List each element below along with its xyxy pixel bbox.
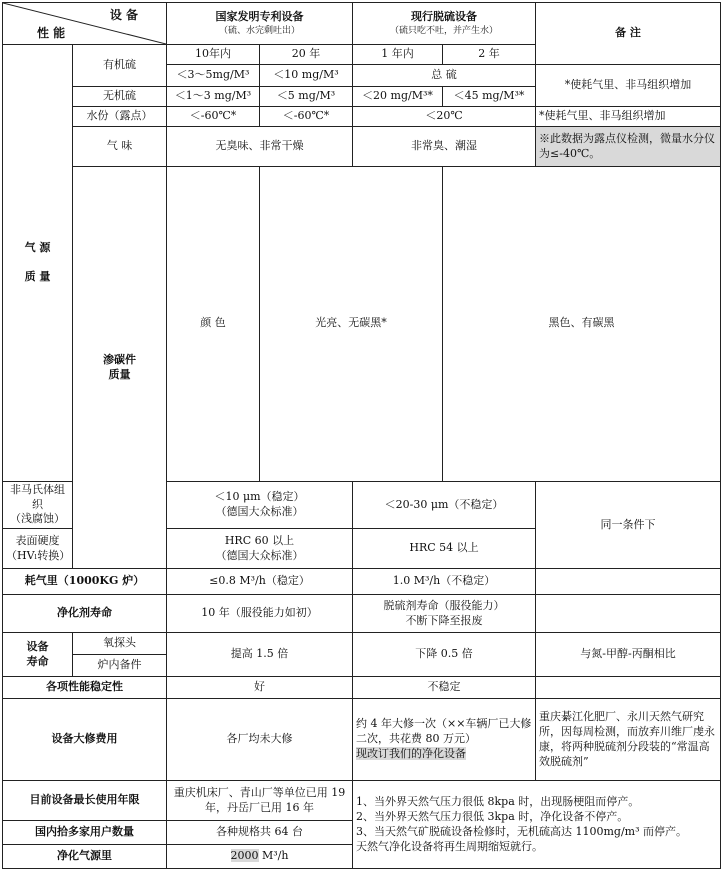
- pressure-note-3: 3、当天然气矿脱硫设备检修时，无机硫高达 1100mg/m³ 而停产。: [356, 824, 688, 838]
- users-count-label: 国内拾多家用户数量: [3, 821, 167, 845]
- overhaul-current-highlight: 现改订我们的净化设备: [356, 747, 466, 761]
- pressure-note-1: 1、当外界天然气压力很低 8kpa 时，出现肠梗阻而停产。: [356, 795, 640, 809]
- header-performance-label: 性 能: [37, 25, 66, 40]
- smell-label: 气 味: [73, 127, 167, 167]
- nonmartensite-new-value: ＜10 μm（稳定） （德国大众标准）: [167, 481, 353, 529]
- purifier-life-current: 脱硫剂寿命（服役能力） 不断下降至报废: [353, 595, 536, 633]
- gas-consumption-note: [536, 569, 721, 595]
- gas-consumption-label: 耗气里（1000KG 炉）: [3, 569, 167, 595]
- moisture-note: ※此数据为露点仪检测，微量水分仪为≤-40℃。: [536, 127, 721, 167]
- smell-current-value: 非常臭、潮湿: [353, 127, 536, 167]
- equipment-life-label: 设备 寿命: [3, 633, 73, 677]
- header-current-subtitle: （硫只吃不吐，并产生水）: [390, 25, 499, 36]
- hardness-new-value: HRC 60 以上 （德国大众标准）: [167, 529, 353, 569]
- years-1: 1 年内: [353, 45, 443, 65]
- organic-10y-value: ＜3～5mg/M³: [167, 65, 260, 87]
- nonmartensite-current-value: ＜20-30 μm（不稳定）: [353, 481, 536, 529]
- users-count-value: 各种规格共 64 台: [167, 821, 353, 845]
- header-remarks: 备 注: [536, 3, 721, 65]
- moisture-note-pre: *使耗气里、非马组织增加: [536, 107, 721, 127]
- comparison-table: [2, 2, 721, 869]
- years-10: 10年内: [167, 45, 260, 65]
- gas-consumption-current: 1.0 M³/h（不稳定）: [353, 569, 536, 595]
- inorganic-20y-value: ＜5 mg/M³: [260, 87, 353, 107]
- header-patent-title: 国家发明专利设备: [215, 10, 304, 23]
- longest-use-label: 目前设备最长使用年限: [3, 781, 167, 821]
- equipment-life-note: 与氮-甲醇-丙酮相比: [536, 633, 721, 677]
- overhaul-note: 重庆綦江化肥厂、永川天然气研究所，因每周检测，而放弃川维厂虔永康，将两种脱硫剂分段装的“常温高效脱硫剂”: [536, 699, 721, 781]
- moisture-label: 水份（露点）: [73, 107, 167, 127]
- inorganic-10y-value: ＜1～3 mg/M³: [167, 87, 260, 107]
- color-current-value: 黑色、有碳黑: [443, 167, 721, 482]
- purify-volume-label: 净化气源里: [3, 845, 167, 869]
- organic-20y-value: ＜10 mg/M³: [260, 65, 353, 87]
- moisture-10y-value: ＜-60℃*: [167, 107, 260, 127]
- stability-current: 不稳定: [353, 677, 536, 699]
- pressure-notes: [353, 781, 721, 869]
- overhaul-cost-current: [353, 699, 536, 781]
- overhaul-cost-label: 设备大修费用: [3, 699, 167, 781]
- header-current-equipment: [353, 3, 536, 45]
- hardness-label: 表面硬度 （HVₗ转换）: [3, 529, 73, 569]
- diagonal-header-cell: [3, 3, 167, 45]
- overhaul-cost-new: 各厂均未大修: [167, 699, 353, 781]
- inorganic-2y-value: ＜45 mg/M³*: [443, 87, 536, 107]
- diagonal-line: [3, 3, 166, 44]
- header-patent-subtitle: （硫、水完剩吐出）: [218, 25, 300, 36]
- years-20: 20 年: [260, 45, 353, 65]
- stability-label: 各项性能稳定性: [3, 677, 167, 699]
- header-current-title: 现行脱硫设备: [411, 10, 477, 23]
- furnace-parts-label: 炉内备件: [73, 655, 167, 677]
- inorganic-sulfur-label: 无机硫: [73, 87, 167, 107]
- inorganic-1y-value: ＜20 mg/M³*: [353, 87, 443, 107]
- inorganic-note: *使耗气里、非马组织增加: [536, 65, 721, 107]
- stability-note: [536, 677, 721, 699]
- color-label: 颜 色: [167, 167, 260, 482]
- longest-use-value: 重庆机床厂、青山厂等单位已用 19 年，丹岳厂已用 16 年: [167, 781, 353, 821]
- pressure-note-4: 天然气净化设备将再生周期缩短就行。: [356, 839, 543, 853]
- gas-consumption-new: ≤0.8 M³/h（稳定）: [167, 569, 353, 595]
- years-2: 2 年: [443, 45, 536, 65]
- nonmartensite-label: 非马氏体组织 （浅腐蚀）: [3, 481, 73, 529]
- gas-quality-label: 气 源 质 量: [3, 45, 73, 482]
- equipment-life-current: 下降 0.5 倍: [353, 633, 536, 677]
- moisture-current-value: ＜20℃: [353, 107, 536, 127]
- purifier-life-label: 净化剂寿命: [3, 595, 167, 633]
- overhaul-current-main: 约 4 年大修一次（××车辆厂已大修二次，共花费 80 万元）: [356, 717, 532, 746]
- purify-volume-value: 2000 M³/h: [167, 845, 353, 869]
- header-patent-equipment: [167, 3, 353, 45]
- purifier-life-new: 10 年（服役能力如初）: [167, 595, 353, 633]
- header-equipment-label: 设 备: [109, 8, 138, 22]
- equipment-life-new: 提高 1.5 倍: [167, 633, 353, 677]
- pressure-note-2: 2、当外界天然气压力很低 3kpa 时，净化设备不停产。: [356, 809, 629, 823]
- moisture-20y-value: ＜-60℃*: [260, 107, 353, 127]
- oxygen-probe-label: 氧探头: [73, 633, 167, 655]
- smell-new-value: 无臭味、非常干燥: [167, 127, 353, 167]
- carburize-quality-label: 渗碳件 质量: [73, 167, 167, 569]
- purifier-life-note: [536, 595, 721, 633]
- stability-new: 好: [167, 677, 353, 699]
- hardness-current-value: HRC 54 以上: [353, 529, 536, 569]
- organic-sulfur-label: 有机硫: [73, 45, 167, 87]
- same-condition-note: 同一条件下: [536, 481, 721, 569]
- total-sulfur: 总 硫: [353, 65, 536, 87]
- color-new-value: 光亮、无碳黑*: [260, 167, 443, 482]
